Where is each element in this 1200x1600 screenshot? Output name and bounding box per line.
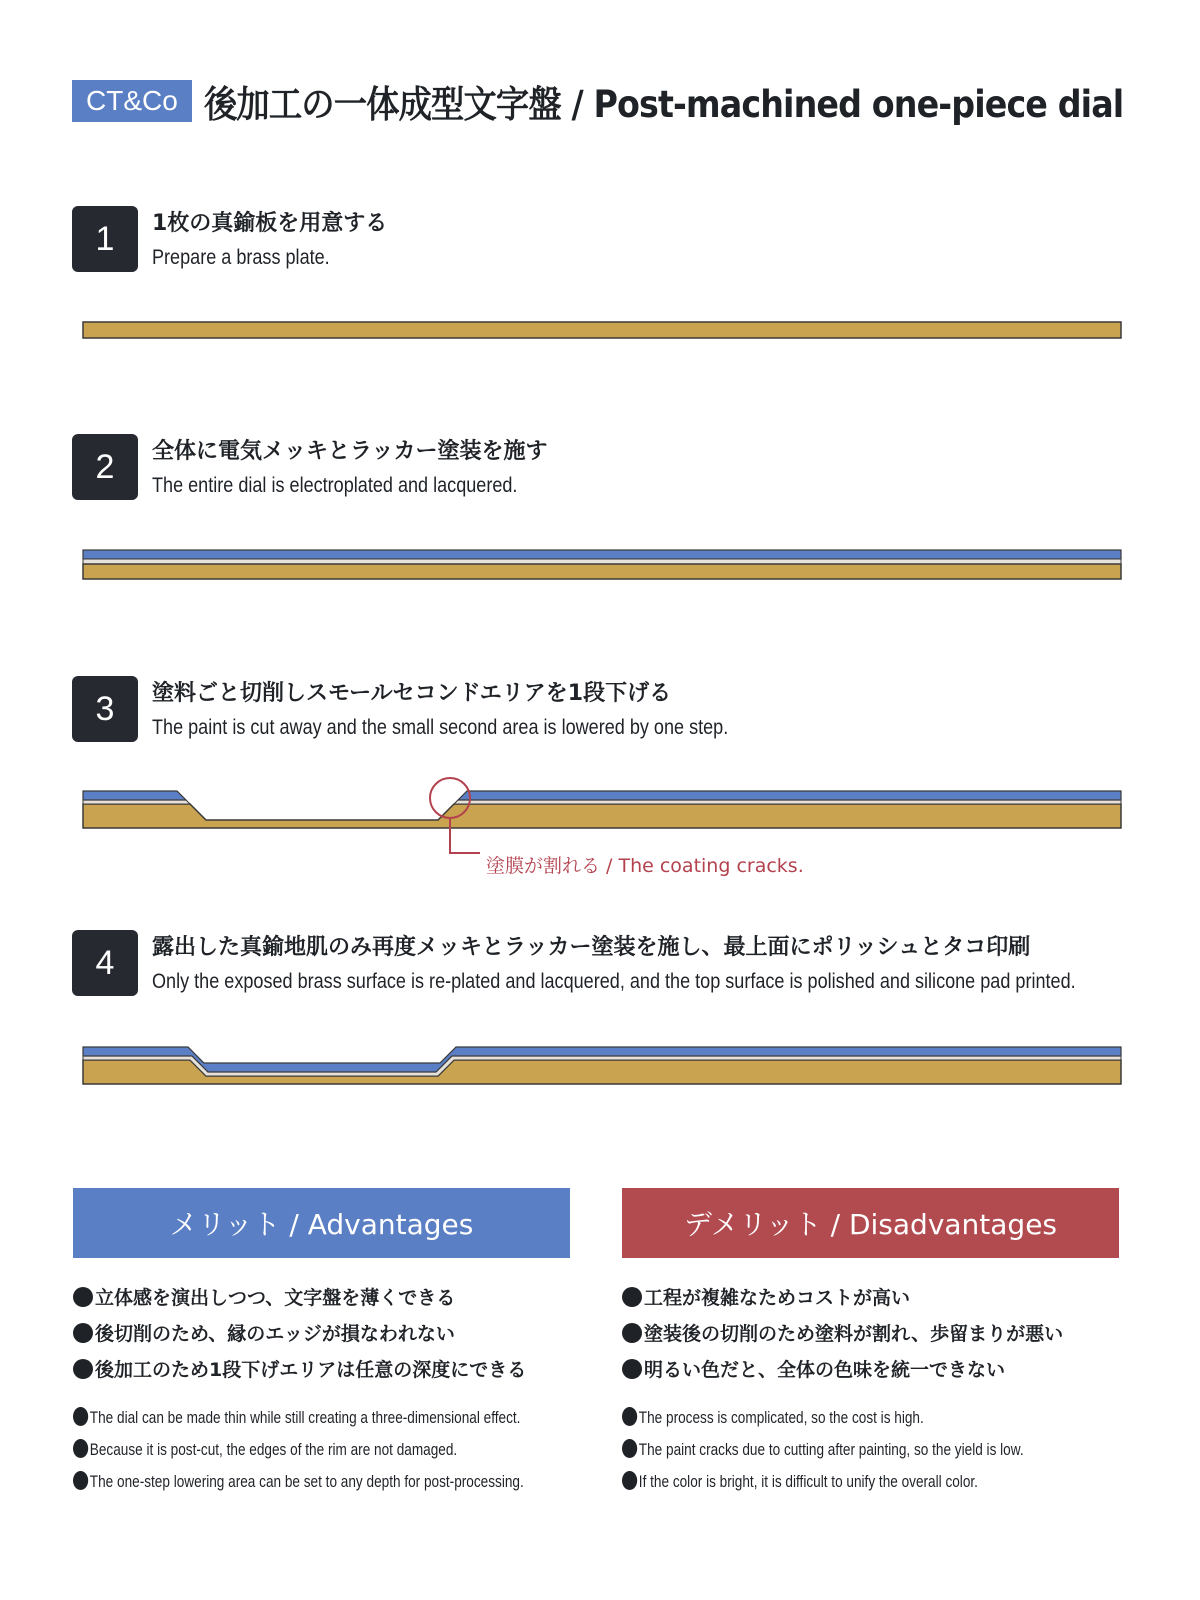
list-item: 後加工のため1段下げエリアは任意の深度にできる [73,1352,570,1388]
lacquer-layer [83,550,1121,559]
page-title: 後加工の一体成型文字盤 / Post-machined one-piece dial [203,83,1124,126]
bullet-icon [73,1471,88,1490]
list-item: 後切削のため、縁のエッジが損なわれない [73,1316,570,1352]
diagram-brass-plate [0,300,1200,360]
step-title-jp: 全体に電気メッキとラッカー塗装を施す [152,439,548,464]
bullet-icon [73,1439,88,1458]
list-item: 立体感を演出しつつ、文字盤を薄くできる [73,1280,570,1316]
bullet-icon [73,1359,93,1379]
diagram-plated-lacquered [0,540,1200,590]
diagram-finished-dial [0,1035,1200,1095]
list-item: The process is complicated, so the cost is high. [622,1402,1020,1434]
crack-callout-label: 塗膜が割れる / The coating cracks. [486,855,804,877]
step-title-jp: 1枚の真鍮板を用意する [152,211,388,236]
step-title-en: The entire dial is electroplated and lacquered. [152,474,518,497]
bullet-icon [73,1323,93,1343]
step-number-badge: 1 [72,206,138,272]
brass-layer [83,564,1121,579]
disadvantages-panel [622,1188,1119,1498]
lacquer-layer-right [458,791,1121,800]
list-item: 明るい色だと、全体の色味を統一できない [622,1352,1119,1388]
step-number-badge: 4 [72,930,138,996]
list-item: The dial can be made thin while still creating a three-dimensional effect. [73,1402,471,1434]
brass-layer [83,322,1121,338]
bullet-icon [622,1323,642,1343]
page-header [72,78,1200,124]
step-number-badge: 2 [72,434,138,500]
brass-layer [83,804,1121,828]
list-item: Because it is post-cut, the edges of the rim are not damaged. [73,1434,471,1466]
step-title-en: Only the exposed brass surface is re-plated and lacquered, and the top surface is polished and silicone pad printed. [152,970,1076,993]
step-title-en: The paint is cut away and the small second area is lowered by one step. [152,716,729,739]
disadvantages-heading: デメリット / Disadvantages [622,1188,1119,1258]
lacquer-layer-left [83,791,186,800]
bullet-icon [622,1359,642,1379]
step-title-en: Prepare a brass plate. [152,246,330,269]
list-item: The paint cracks due to cutting after painting, so the yield is low. [622,1434,1020,1466]
advantages-panel [73,1188,570,1498]
advantages-list-jp [73,1280,570,1388]
bullet-icon [622,1407,637,1426]
bullet-icon [73,1407,88,1426]
advantages-list-en [73,1402,570,1498]
disadvantages-list-en [622,1402,1119,1498]
brand-badge: CT&Co [72,80,192,122]
advantages-heading: メリット / Advantages [73,1188,570,1258]
disadvantages-list-jp [622,1280,1119,1388]
step-number-badge: 3 [72,676,138,742]
list-item: 塗装後の切削のため塗料が割れ、歩留まりが悪い [622,1316,1119,1352]
step-title-jp: 露出した真鍮地肌のみ再度メッキとラッカー塗装を施し、最上面にポリッシュとタコ印刷 [152,935,1031,960]
list-item: 工程が複雑なためコストが高い [622,1280,1119,1316]
bullet-icon [622,1287,642,1307]
step-title-jp: 塗料ごと切削しスモールセコンドエリアを1段下げる [152,681,672,706]
list-item: The one-step lowering area can be set to any depth for post-processing. [73,1466,471,1498]
list-item: If the color is bright, it is difficult to unify the overall color. [622,1466,1020,1498]
bullet-icon [622,1439,637,1458]
bullet-icon [73,1287,93,1307]
bullet-icon [622,1471,637,1490]
